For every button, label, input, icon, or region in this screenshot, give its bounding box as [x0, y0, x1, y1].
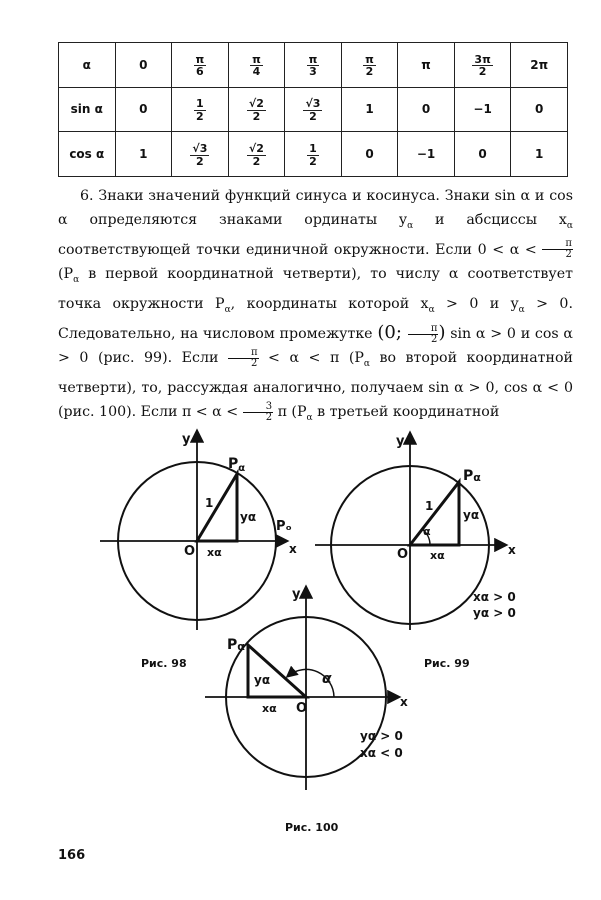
cos-cell: $\frac{√3}{2}$ [172, 132, 229, 177]
label-origin: O [296, 701, 308, 716]
angle-cell: $\frac{\pi}{3}$ [285, 43, 342, 88]
label-ya: yα [254, 673, 271, 687]
label-ya: yα [240, 510, 257, 524]
sin-cell: 0 [511, 87, 568, 132]
sin-cell: 0 [115, 87, 172, 132]
sin-cell: 0 [398, 87, 455, 132]
cos-cell: $\frac{√2}{2}$ [228, 132, 285, 177]
label-p: $P_\alpha$ [228, 456, 246, 474]
label-xa: xα [262, 702, 277, 715]
label-xa: xα [207, 546, 222, 559]
sin-cell: 1 [341, 87, 398, 132]
caption-fig100: Рис. 100 [285, 821, 339, 834]
fraction-pi-2: $\frac{\pi}{2}$ [228, 348, 259, 369]
fraction-3-2: $\frac{3}{2}$ [243, 402, 273, 423]
sin-cell: $\frac{√2}{2}$ [228, 87, 285, 132]
cos-cell: 0 [341, 132, 398, 177]
sin-cell: −1 [454, 87, 511, 132]
fraction-pi-2: $\frac{\pi}{2}$ [542, 239, 573, 260]
angle-cell: 2π [511, 43, 568, 88]
cos-cell: $\frac{1}{2}$ [285, 132, 342, 177]
label-ineq2: yα > 0 [473, 606, 516, 620]
angle-cell: $\frac{\pi}{4}$ [228, 43, 285, 88]
label-y: y [396, 434, 405, 449]
label-y: y [182, 432, 191, 447]
sin-label: sin α [59, 87, 116, 132]
label-origin: O [397, 547, 409, 562]
sin-cell: $\frac{1}{2}$ [172, 87, 229, 132]
figure-99 [315, 434, 516, 630]
triangle [197, 474, 237, 541]
paragraph: 6. Знаки значений функций синуса и косинуса. Знаки sin α и cos α определяются знаками ординаты $y_\alpha$ и абсциссы $x_\alpha$ соответствующей точки единичной окружности. Если 0 < α < $\frac{\pi}{2}$ ($P_\alpha$ в первой координатной четверти), то числу α соответствует точка окружности $P_\alpha$, координаты которой $x_\alpha > 0$ и $y_\alpha > 0$. Следовательно, на числовом промежутке (0; $\frac{\pi}{2}$ ) sin α > 0 и cos α > 0 (рис. 99). Если $\frac{\pi}{2}$ < α < π ($P_\alpha$ во второй координатной четверти), то, рассуждая аналогично, получаем sin α > 0, cos α < 0 (рис. 100). Если π < α < $\frac{3}{2}$ π ($P_\alpha$ в третьей координатной [58, 188, 574, 424]
cos-cell: −1 [398, 132, 455, 177]
label-ineq1: xα > 0 [473, 590, 516, 604]
caption-fig99: Рис. 99 [424, 657, 470, 670]
label-one: 1 [205, 496, 214, 510]
page-number: 166 [58, 848, 86, 863]
label-p: Pα [227, 637, 245, 653]
label-p: Pα [463, 468, 481, 484]
fraction-pi-2: $\frac{\pi}{2}$ [408, 324, 439, 345]
triangle [410, 482, 459, 545]
label-x: x [508, 543, 516, 557]
angle-cell: $\frac{\pi}{6}$ [172, 43, 229, 88]
label-one: 1 [425, 499, 434, 513]
sin-cell: $\frac{√3}{2}$ [285, 87, 342, 132]
label-x: x [289, 542, 297, 556]
cos-label: cos α [59, 132, 116, 177]
label-origin: O [184, 544, 196, 559]
label-alpha: α [322, 671, 332, 687]
angle-cell: $\frac{3\pi}{2}$ [454, 43, 511, 88]
angle-cell: 0 [115, 43, 172, 88]
label-xa: xα [430, 549, 445, 562]
label-y: y [292, 587, 301, 602]
label-alpha: α [423, 525, 431, 538]
cos-cell: 1 [115, 132, 172, 177]
label-ineq2: xα < 0 [360, 746, 403, 760]
label-ya: yα [463, 508, 480, 522]
label-ineq1: yα > 0 [360, 729, 403, 743]
label-x: x [400, 695, 408, 709]
cos-cell: 1 [511, 132, 568, 177]
caption-fig98: Рис. 98 [141, 657, 187, 670]
label-p0: Pₒ [276, 519, 292, 534]
figure-98 [100, 432, 297, 630]
angle-cell: π [398, 43, 455, 88]
header-alpha: α [59, 43, 116, 88]
cos-cell: 0 [454, 132, 511, 177]
angle-cell: $\frac{\pi}{2}$ [341, 43, 398, 88]
